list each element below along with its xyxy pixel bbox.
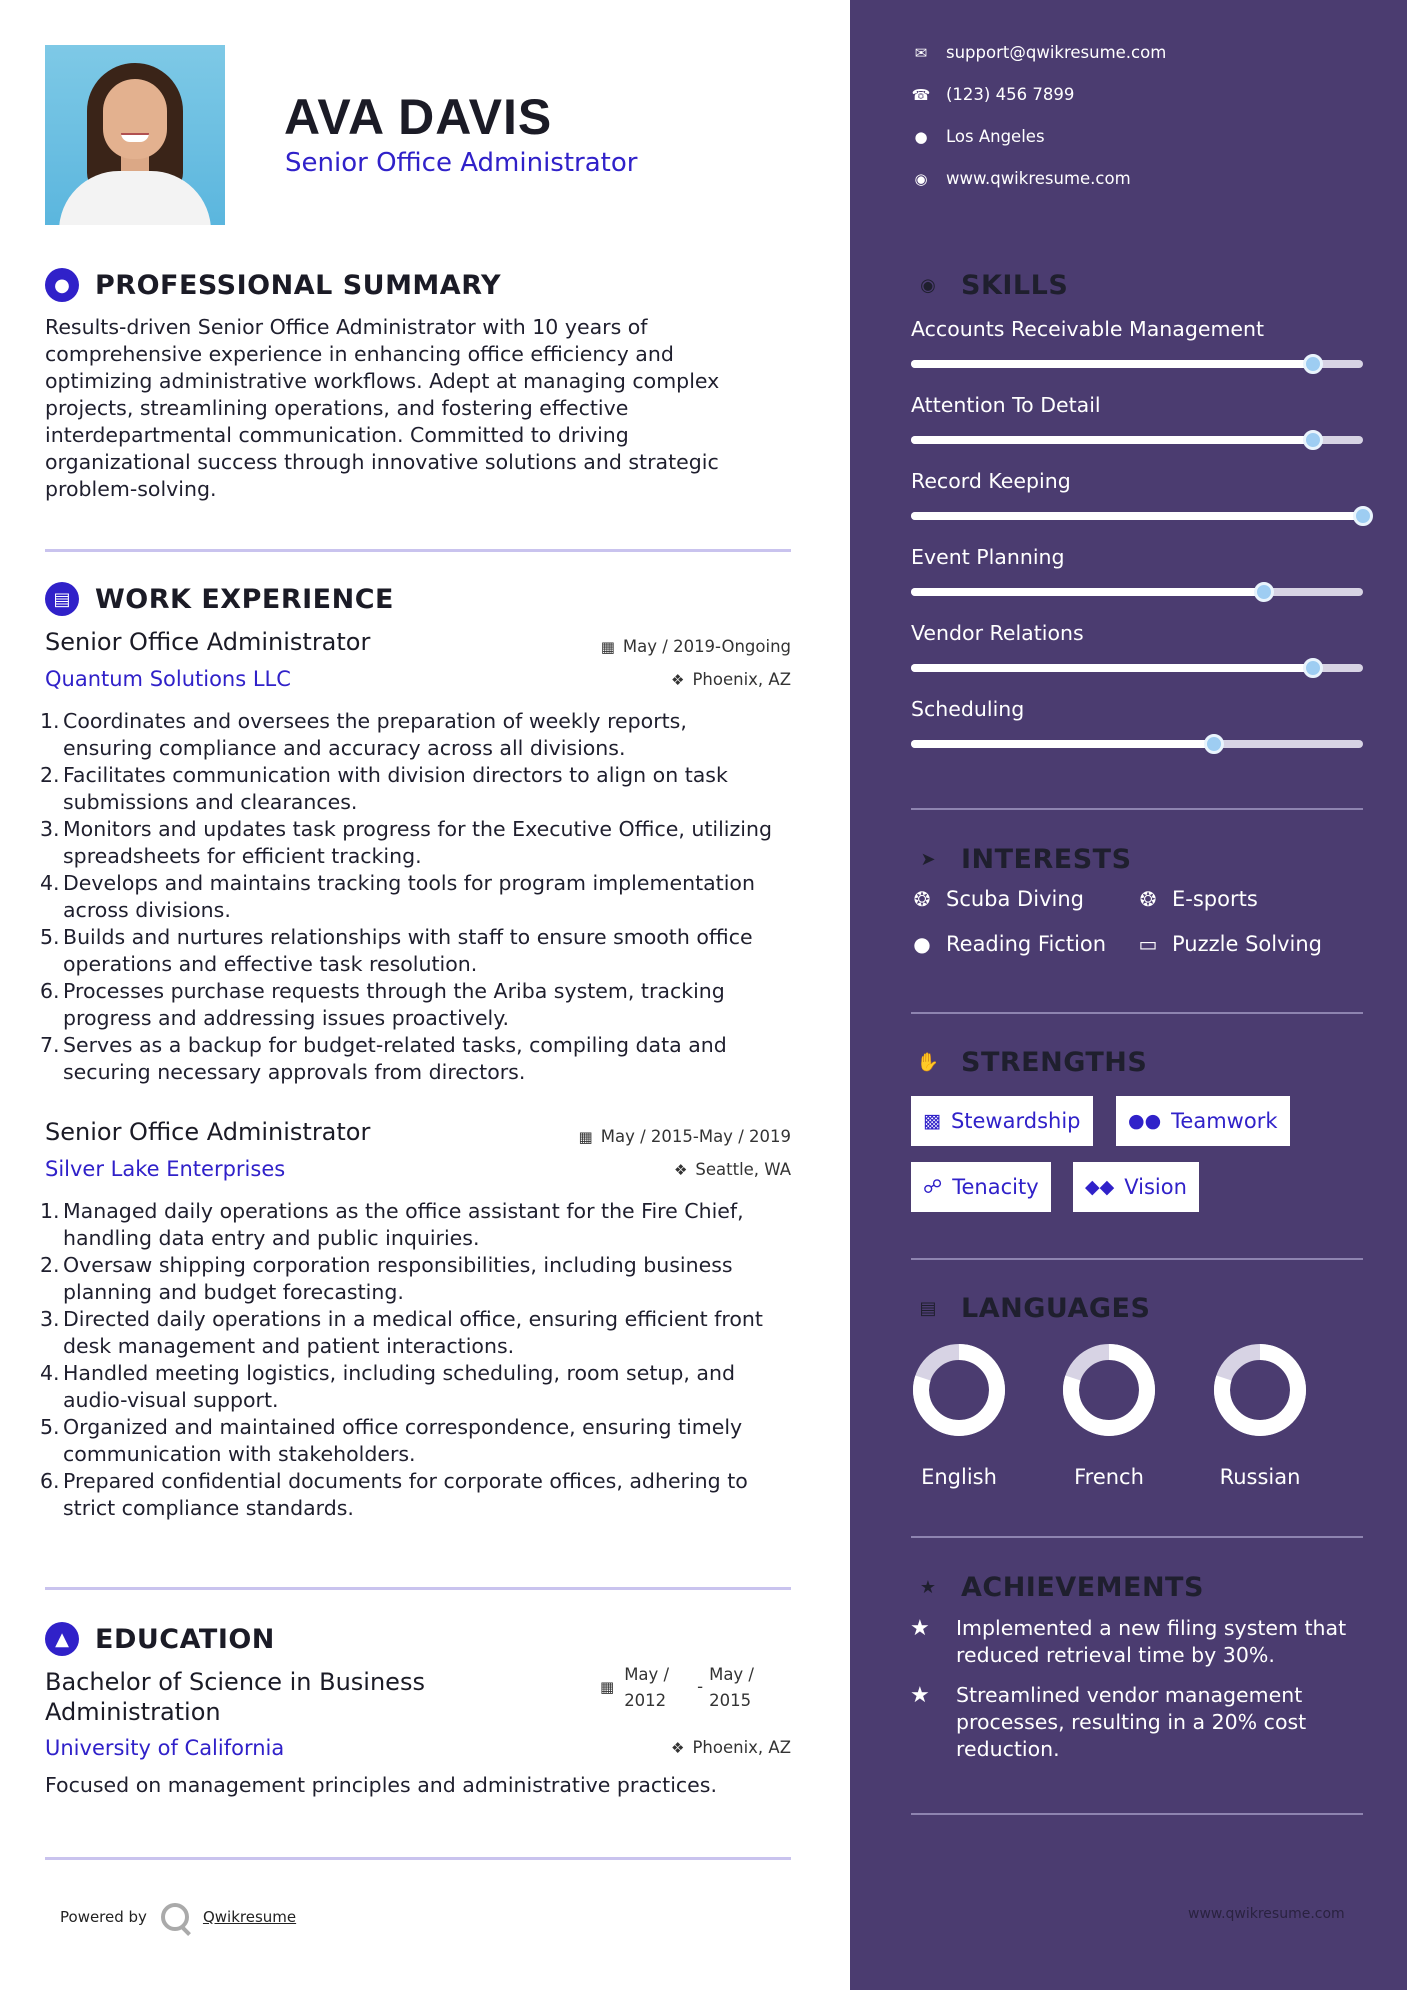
achievement-line: reduced retrieval time by 30%. <box>956 1643 1275 1667</box>
interest-item <box>1136 887 1258 911</box>
footer-url[interactable]: www.qwikresume.com <box>1188 1906 1345 1922</box>
skill-bar-fill <box>911 360 1313 368</box>
skill-bar-knob <box>1204 734 1224 754</box>
interest-label: Puzzle Solving <box>1172 932 1322 956</box>
translate-icon: ▤ <box>919 1297 937 1319</box>
language-ring <box>1213 1343 1307 1437</box>
achievements-heading <box>911 1570 1204 1604</box>
language-label: Russian <box>1219 1465 1301 1489</box>
map-marker-icon: ● <box>914 127 928 146</box>
degree-line: Bachelor of Science in Business <box>45 1668 425 1696</box>
degree-line: Administration <box>45 1698 221 1726</box>
language-ring <box>912 1343 1006 1437</box>
education-dates <box>600 1662 754 1714</box>
paper-plane-icon: ➤ <box>920 848 936 870</box>
list-item: 1. Managed daily operations as the office assistant for the Fire Chief, handling data entry and public inquiries. <box>40 1199 744 1250</box>
degree-title <box>45 1667 425 1727</box>
globe-icon: ◉ <box>914 169 928 188</box>
strength-chip <box>1116 1096 1290 1146</box>
achievement-item <box>910 1615 1360 1669</box>
qwikresume-logo-icon <box>161 1903 189 1931</box>
lightbulb-icon: ◉ <box>920 274 936 296</box>
language-ring <box>1062 1343 1156 1437</box>
language-label: English <box>921 1465 997 1489</box>
strength-chip <box>911 1162 1051 1212</box>
list-item: 4. Develops and maintains tracking tools for program implementation across divisions. <box>40 871 755 922</box>
skill-bar <box>911 588 1363 596</box>
email-text[interactable]: support@qwikresume.com <box>946 43 1167 62</box>
skills-title: SKILLS <box>961 269 1069 301</box>
experience-title: WORK EXPERIENCE <box>95 583 394 615</box>
pin-icon: ❖ <box>671 1738 685 1757</box>
graduation-icon: ▲ <box>45 1622 79 1656</box>
briefcase-icon: ▩ <box>923 1110 941 1132</box>
date-separator: - <box>697 1677 704 1696</box>
education-location-text: Phoenix, AZ <box>692 1738 791 1757</box>
skill-bar-fill <box>911 740 1214 748</box>
strength-label: Tenacity <box>952 1175 1039 1199</box>
powered-by <box>60 1903 296 1931</box>
list-item: 2. Oversaw shipping corporation responsibilities, including business planning and budget forecasting. <box>40 1253 733 1304</box>
job-location <box>674 1160 791 1179</box>
location-text: Los Angeles <box>946 127 1045 146</box>
achievement-line: processes, resulting in a 20% cost <box>956 1710 1307 1734</box>
summary-line: problem-solving. <box>45 477 217 501</box>
user-icon: ● <box>45 268 79 302</box>
skill-label: Vendor Relations <box>911 621 1084 645</box>
summary-line: comprehensive experience in enhancing office efficiency and <box>45 342 674 366</box>
book-icon: ▭ <box>1138 932 1158 956</box>
gamepad-icon: ● <box>913 932 931 956</box>
skill-label: Event Planning <box>911 545 1065 569</box>
list-item: 6. Prepared confidential documents for corporate offices, adhering to strict compliance standards. <box>40 1469 748 1520</box>
experience-heading <box>45 582 394 616</box>
job-location-text: Seattle, WA <box>695 1160 791 1179</box>
job-company: Quantum Solutions LLC <box>45 667 291 691</box>
section-divider <box>911 1012 1363 1014</box>
skills-heading <box>911 268 1068 302</box>
summary-title: PROFESSIONAL SUMMARY <box>95 269 502 301</box>
phone-text: (123) 456 7899 <box>946 85 1075 104</box>
interest-item <box>910 887 1084 911</box>
education-location <box>671 1738 791 1757</box>
languages-title: LANGUAGES <box>961 1292 1151 1324</box>
language-item <box>1049 1343 1169 1489</box>
interest-item <box>910 932 1106 956</box>
list-item: 2. Facilitates communication with division directors to align on task submissions and clearances. <box>40 763 728 814</box>
skill-bar <box>911 740 1363 748</box>
language-label: French <box>1074 1465 1144 1489</box>
language-item <box>899 1343 1019 1489</box>
job-title: Senior Office Administrator <box>45 1118 371 1146</box>
star-icon: ★ <box>910 1616 930 1641</box>
end-date: May / 2015 <box>709 1665 754 1710</box>
chair-icon: ▤ <box>45 582 79 616</box>
interest-item <box>1136 932 1322 956</box>
binoculars-icon: ◆◆ <box>1085 1176 1115 1198</box>
candidate-name: AVA DAVIS <box>284 89 553 145</box>
start-date: May / 2012 <box>624 1665 670 1710</box>
phone-icon: ☎ <box>911 85 931 104</box>
summary-text <box>45 314 765 503</box>
section-divider <box>45 1587 791 1590</box>
strength-chip <box>1073 1162 1199 1212</box>
strengths-title: STRENGTHS <box>961 1046 1148 1078</box>
contact-location <box>910 127 1045 146</box>
envelope-icon: ✉ <box>914 43 928 62</box>
lifebuoy-icon: ❂ <box>1139 887 1157 911</box>
achievement-line: Implemented a new filing system that <box>956 1616 1347 1640</box>
interests-title: INTERESTS <box>961 843 1132 875</box>
summary-heading <box>45 268 501 302</box>
calendar-icon: ▦ <box>578 1127 593 1146</box>
skill-label: Attention To Detail <box>911 393 1101 417</box>
section-divider <box>911 1258 1363 1260</box>
strength-label: Stewardship <box>950 1109 1081 1133</box>
skill-bar-fill <box>911 436 1313 444</box>
list-item: 1. Coordinates and oversees the preparation of weekly reports, ensuring compliance and accuracy across all divisions. <box>40 709 687 760</box>
education-title: EDUCATION <box>95 1623 275 1655</box>
list-item: 4. Handled meeting logistics, including scheduling, room setup, and audio-visual support. <box>40 1361 735 1412</box>
job-dates <box>601 637 791 656</box>
achievements-title: ACHIEVEMENTS <box>961 1571 1204 1603</box>
job-title: Senior Office Administrator <box>45 628 371 656</box>
skill-bar <box>911 664 1363 672</box>
strengths-heading <box>911 1045 1147 1079</box>
achievement-line: reduction. <box>956 1737 1060 1761</box>
job-dates-text: May / 2015-May / 2019 <box>600 1127 791 1146</box>
interest-label: Reading Fiction <box>946 932 1107 956</box>
skill-bar-fill <box>911 588 1264 596</box>
skill-label: Record Keeping <box>911 469 1071 493</box>
job-dates <box>579 1127 791 1146</box>
summary-line: optimizing administrative workflows. Adept at managing complex <box>45 369 720 393</box>
skill-bar <box>911 360 1363 368</box>
strength-label: Teamwork <box>1171 1109 1278 1133</box>
website-text[interactable]: www.qwikresume.com <box>946 169 1131 188</box>
job-company: Silver Lake Enterprises <box>45 1157 286 1181</box>
interests-heading <box>911 842 1132 876</box>
skill-bar-fill <box>911 512 1363 520</box>
interest-label: E-sports <box>1172 887 1258 911</box>
users-icon: ●● <box>1128 1110 1162 1132</box>
list-item: 7. Serves as a backup for budget-related tasks, compiling data and securing necessary approvals from directors. <box>40 1033 727 1084</box>
achievement-line: Streamlined vendor management <box>956 1683 1303 1707</box>
section-divider <box>911 808 1363 810</box>
link-icon: ☍ <box>923 1176 943 1198</box>
contact-phone <box>910 85 1074 104</box>
list-item: 5. Organized and maintained office correspondence, ensuring timely communication with stakeholders. <box>40 1415 743 1466</box>
pin-icon: ❖ <box>673 1160 688 1179</box>
section-divider <box>45 549 791 552</box>
section-divider <box>911 1813 1363 1815</box>
fist-icon: ✋ <box>916 1051 940 1073</box>
list-item: 6. Processes purchase requests through the Ariba system, tracking progress and addressing issues proactively. <box>40 979 725 1030</box>
list-item: 5. Builds and nurtures relationships with staff to ensure smooth office operations and effective task resolution. <box>40 925 753 976</box>
job-location <box>671 670 791 689</box>
job-bullets <box>40 1198 785 1522</box>
achievement-item <box>910 1682 1360 1763</box>
contact-website <box>910 169 1131 188</box>
job-bullets <box>40 708 785 1086</box>
list-item: 3. Directed daily operations in a medical office, ensuring efficient front desk management and patient interactions. <box>40 1307 763 1358</box>
skill-bar <box>911 512 1363 520</box>
powered-by-label: Powered by <box>60 1908 147 1926</box>
skill-bar-knob <box>1254 582 1274 602</box>
pin-icon: ❖ <box>671 670 685 689</box>
star-badge-icon: ★ <box>919 1576 937 1598</box>
interest-label: Scuba Diving <box>946 887 1084 911</box>
profile-photo <box>45 45 225 225</box>
skill-label: Scheduling <box>911 697 1025 721</box>
summary-line: Results-driven Senior Office Administrator with 10 years of <box>45 315 648 339</box>
list-item: 3. Monitors and updates task progress for the Executive Office, utilizing spreadsheets for efficient tracking. <box>40 817 772 868</box>
education-description: Focused on management principles and administrative practices. <box>45 1773 717 1797</box>
skill-bar <box>911 436 1363 444</box>
skill-bar-fill <box>911 664 1313 672</box>
skill-bar-knob <box>1353 506 1373 526</box>
candidate-title: Senior Office Administrator <box>285 148 638 178</box>
job-location-text: Phoenix, AZ <box>692 670 791 689</box>
school-name: University of California <box>45 1736 285 1760</box>
section-divider <box>911 1536 1363 1538</box>
calendar-icon: ▦ <box>600 1678 615 1696</box>
strength-chip <box>911 1096 1093 1146</box>
education-heading <box>45 1622 275 1656</box>
languages-heading <box>911 1291 1150 1325</box>
skill-label: Accounts Receivable Management <box>911 317 1265 341</box>
star-icon: ★ <box>910 1683 930 1708</box>
strength-label: Vision <box>1124 1175 1187 1199</box>
brand-link[interactable]: Qwikresume <box>202 1908 297 1926</box>
job-dates-text: May / 2019-Ongoing <box>622 637 791 656</box>
language-item <box>1200 1343 1320 1489</box>
summary-line: projects, streamlining operations, and fostering effective <box>45 396 629 420</box>
calendar-icon: ▦ <box>600 637 615 656</box>
section-divider <box>45 1857 791 1860</box>
contact-email <box>910 43 1166 62</box>
summary-line: interdepartmental communication. Committed to driving <box>45 423 629 447</box>
summary-line: organizational success through innovative solutions and strategic <box>45 450 719 474</box>
lifebuoy-icon: ❂ <box>913 887 931 911</box>
